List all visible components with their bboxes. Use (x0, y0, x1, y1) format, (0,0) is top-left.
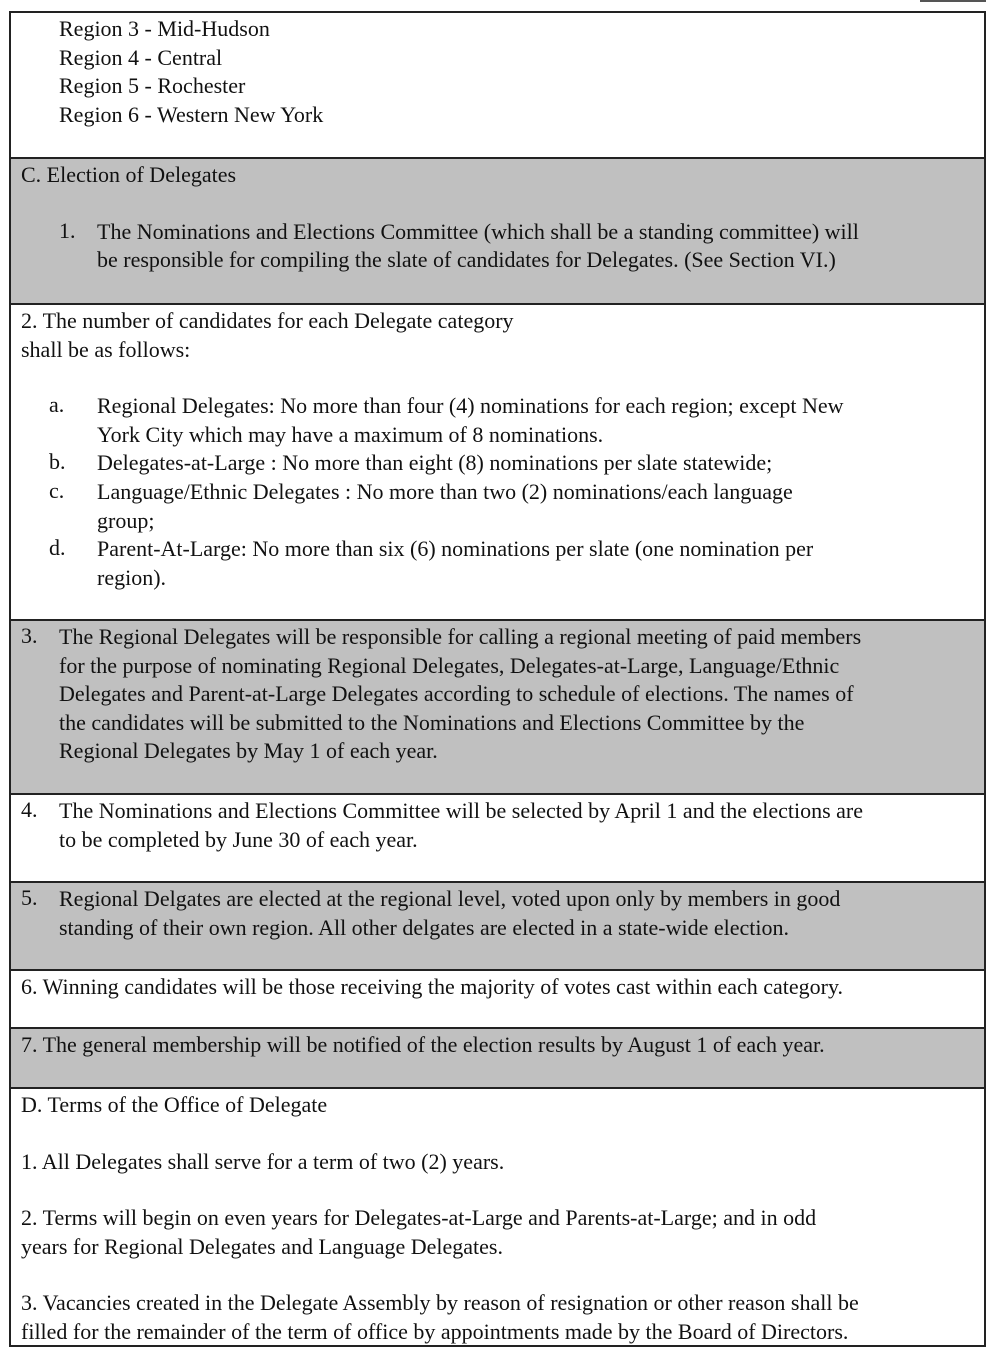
item-2-row (11, 303, 984, 619)
term-item-1: 1. All Delegates shall serve for a term of two (2) years. (21, 1148, 505, 1174)
item-5-row (11, 881, 984, 969)
sub-item-letter: c. (49, 477, 65, 503)
term-item-2-line: 2. Terms will begin on even years for Delegates-at-Large and Parents-at-Large; and in odd (21, 1205, 817, 1231)
item-5-line: Regional Delgates are elected at the regional level, voted upon only by members in good (59, 886, 841, 911)
sub-item-line: group; (97, 507, 155, 533)
item-4-row (11, 793, 984, 881)
region-item: Region 5 - Rochester (59, 73, 246, 99)
section-d-row (11, 1087, 984, 1345)
item-4-line: to be completed by June 30 of each year. (59, 826, 418, 852)
sub-item-line: York City which may have a maximum of 8 nominations. (97, 421, 604, 447)
sub-item-a (21, 392, 974, 449)
item-7-row (11, 1027, 984, 1087)
sub-item-letter: b. (49, 449, 66, 475)
regions-row (11, 13, 984, 157)
sub-item-line: Delegates-at-Large : No more than eight (8) nominations per slate statewide; (97, 450, 773, 476)
section-d-heading: D. Terms of the Office of Delegate (21, 1092, 328, 1117)
item-5-line: standing of their own region. All other delgates are elected in a state-wide election. (59, 914, 790, 940)
item-3-line: The Regional Delegates will be responsible for calling a regional meeting of paid members (59, 624, 862, 649)
sub-item-line: Language/Ethnic Delegates : No more than two (2) nominations/each language (97, 478, 793, 504)
sub-item-b (21, 449, 974, 478)
sub-item-c (21, 478, 974, 535)
page-edge-line (920, 0, 986, 2)
item-4-line: The Nominations and Elections Committee will be selected by April 1 and the elections are (59, 798, 864, 823)
bylaws-table (9, 11, 986, 1347)
region-item: Region 3 - Mid-Hudson (59, 16, 270, 41)
item-3-row (11, 619, 984, 793)
item-3-line: the candidates will be submitted to the Nominations and Elections Committee by the (59, 709, 805, 735)
term-item-2-line: years for Regional Delegates and Language Delegates. (21, 1233, 503, 1259)
region-item: Region 6 - Western New York (59, 101, 324, 127)
item-number: 5. (21, 885, 38, 910)
sub-item-letter: d. (49, 535, 66, 561)
item-1-line: be responsible for compiling the slate of candidates for Delegates. (See Section VI.) (97, 247, 836, 273)
item-6-row (11, 969, 984, 1027)
section-c-row (11, 157, 984, 303)
item-1-line: The Nominations and Elections Committee (which shall be a standing committee) will (97, 218, 859, 244)
sub-item-d (21, 535, 974, 592)
term-item-3-line: filled for the remainder of the term of office by appointments made by the Board of Directors. (21, 1318, 849, 1344)
sub-item-line: Regional Delegates: No more than four (4) nominations for each region; except New (97, 393, 844, 419)
item-7-text: 7. The general membership will be notified of the election results by August 1 of each year. (21, 1032, 825, 1057)
item-number: 3. (21, 623, 38, 648)
item-3-line: Regional Delegates by May 1 of each year. (59, 738, 438, 764)
item-3-line: for the purpose of nominating Regional Delegates, Delegates-at-Large, Language/Ethnic (59, 652, 840, 678)
item-number: 1. (59, 217, 76, 243)
item-6-text: 6. Winning candidates will be those receiving the majority of votes cast within each category. (21, 974, 844, 999)
sub-item-line: region). (97, 564, 167, 590)
section-c-heading: C. Election of Delegates (21, 162, 237, 187)
item-3-line: Delegates and Parent-at-Large Delegates according to schedule of elections. The names of (59, 681, 854, 707)
region-item: Region 4 - Central (59, 44, 223, 70)
sub-item-line: Parent-At-Large: No more than six (6) nominations per slate (one nomination per (97, 536, 814, 562)
sub-item-letter: a. (49, 392, 65, 418)
item-2-line: shall be as follows: (21, 336, 191, 362)
item-number: 4. (21, 797, 38, 822)
item-2-line: 2. The number of candidates for each Delegate category (21, 308, 514, 333)
term-item-3-line: 3. Vacancies created in the Delegate Assembly by reason of resignation or other reason shall be (21, 1290, 859, 1316)
